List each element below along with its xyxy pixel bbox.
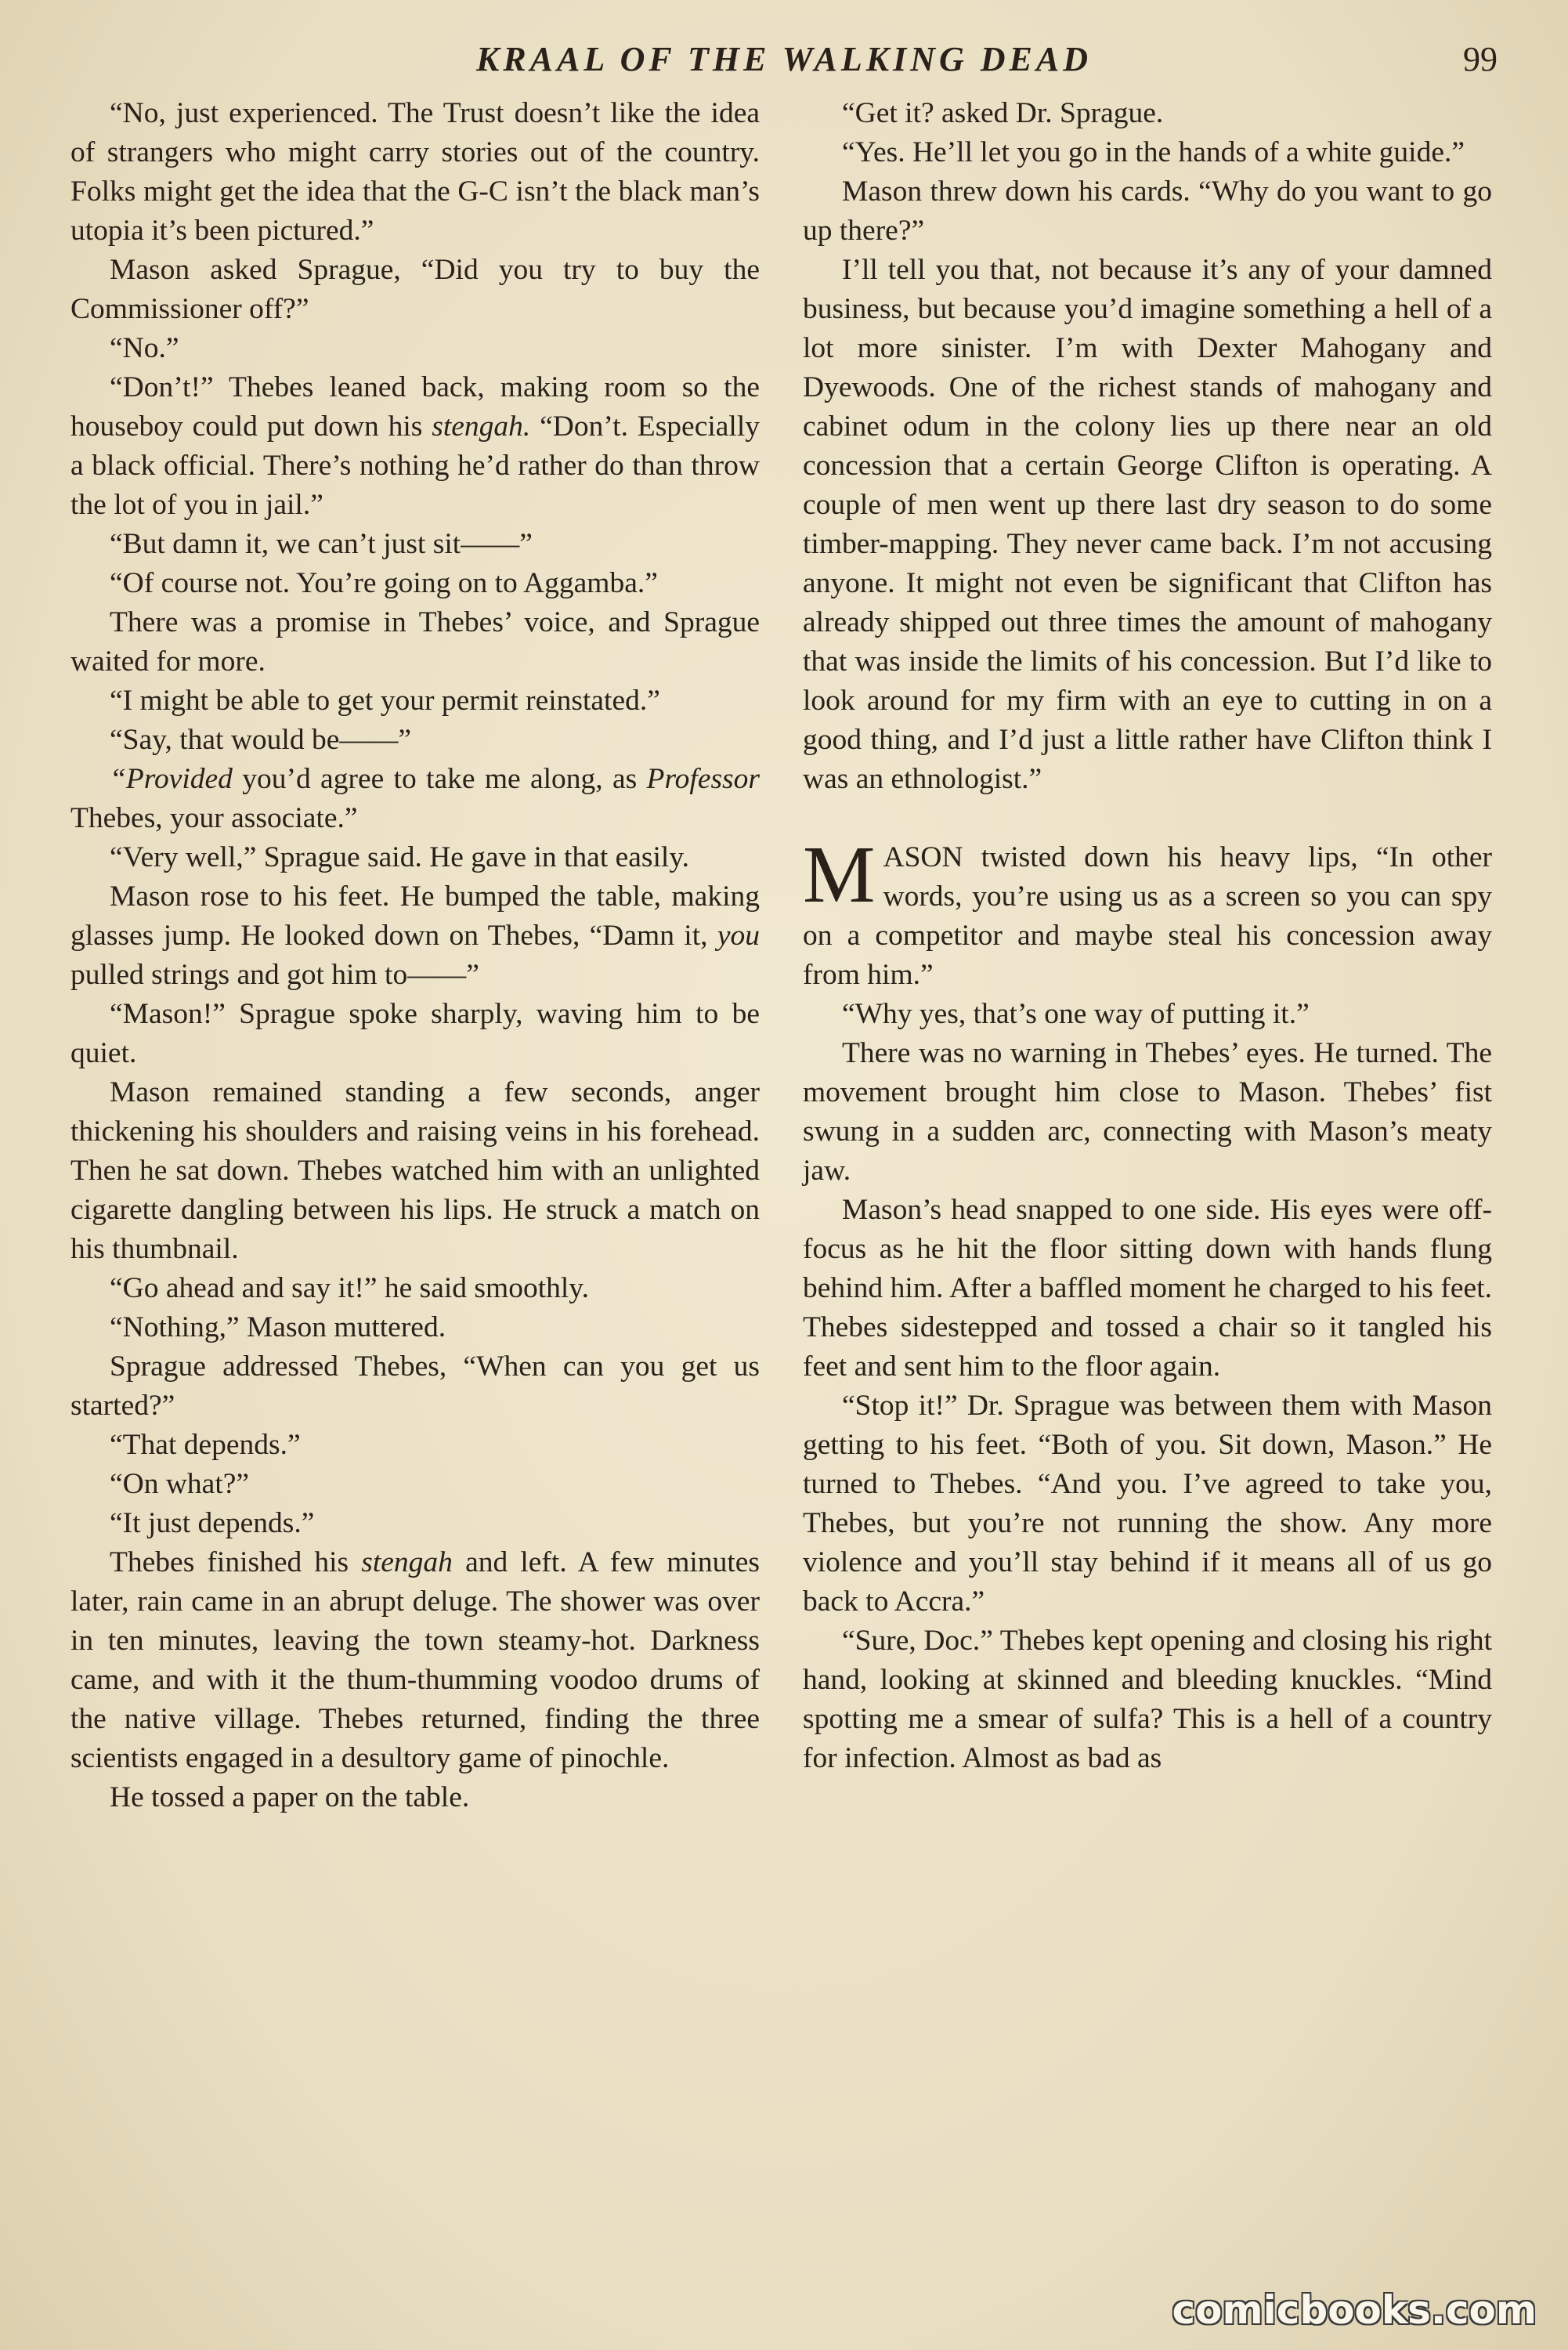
running-title: KRAAL OF THE WALKING DEAD: [476, 40, 1092, 78]
paragraph: “Very well,” Sprague said. He gave in that easily.: [110, 841, 690, 873]
drop-cap: M: [803, 830, 876, 920]
right-column: [803, 94, 1492, 1778]
paragraph: Mason threw down his cards. “Why do you want to go up there?”: [803, 175, 1492, 247]
page-header: [70, 36, 1498, 83]
italic-run: “Provided: [110, 763, 233, 795]
paragraph: “That depends.”: [110, 1429, 301, 1461]
text-run: and left. A few minutes later, rain came in an abrupt deluge. The shower was over in ten minutes, leaving the town steamy-hot. Darkness came, and with it the thum-thumming voodoo drums of the native village. Thebes returned, finding the three scientists engaged in a desultory game of pinochle.: [70, 1546, 760, 1774]
text-run: pulled strings and got him to——”: [70, 959, 479, 991]
paragraph: “No.”: [110, 332, 179, 364]
text-run: ASON twisted down his heavy lips, “In other words, you’re using us as a screen so you can spy on a competitor and maybe steal his concession away from him.”: [803, 841, 1492, 991]
text-run: Thebes finished his: [110, 1546, 362, 1578]
paragraph: [70, 1543, 760, 1778]
paragraph: Mason’s head snapped to one side. His eyes were off-focus as he hit the floor sitting down with hands flung behind him. After a baffled moment he charged to his feet. Thebes sidestepped and tossed a chair so it tangled his feet and sent him to the floor again.: [803, 1194, 1492, 1383]
paragraph: “I might be able to get your permit reinstated.”: [110, 685, 660, 717]
italic-run: you: [717, 920, 760, 952]
paragraph: “On what?”: [110, 1468, 250, 1500]
paragraph: There was no warning in Thebes’ eyes. He turned. The movement brought him close to Mason. Thebes’ fist swung in a sudden arc, connecting with Mason’s meaty jaw.: [803, 1037, 1492, 1187]
paragraph: Mason remained standing a few seconds, anger thickening his shoulders and raising veins in his forehead. Then he sat down. Thebes watched him with an unlighted cigarette dangling between his lips. He struck a match on his thumbnail.: [70, 1076, 760, 1265]
text-run: “Don’t. Especially a black official. There’s nothing he’d rather do than throw the lot of you in jail.”: [70, 410, 760, 521]
paragraph: [70, 368, 760, 525]
paragraph: “Say, that would be——”: [110, 724, 411, 756]
paragraph: “Why yes, that’s one way of putting it.”: [842, 998, 1310, 1030]
paragraph-with-drop-cap: [803, 830, 1492, 995]
paragraph: “But damn it, we can’t just sit——”: [110, 528, 533, 560]
italic-run: stengah.: [432, 410, 531, 443]
paragraph: [70, 877, 760, 995]
site-watermark: comicbooks.com: [1172, 2287, 1537, 2333]
paragraph: “Of course not. You’re going on to Aggamba.”: [110, 567, 658, 599]
paragraph: “Go ahead and say it!” he said smoothly.: [110, 1272, 589, 1304]
paragraph: Mason asked Sprague, “Did you try to buy the Commissioner off?”: [70, 254, 760, 325]
text-run: Thebes, your associate.”: [70, 802, 358, 834]
paragraph: He tossed a paper on the table.: [110, 1781, 470, 1813]
paragraph: “Get it? asked Dr. Sprague.: [842, 97, 1164, 129]
paragraph: There was a promise in Thebes’ voice, and Sprague waited for more.: [70, 606, 760, 678]
paragraph: “No, just experienced. The Trust doesn’t like the idea of strangers who might carry stories out of the country. Folks might get the idea that the G-C isn’t the black man’s utopia it’s been pictured.”: [70, 97, 760, 247]
paragraph: “It just depends.”: [110, 1507, 315, 1539]
paragraph: “Sure, Doc.” Thebes kept opening and closing his right hand, looking at skinned and bleeding knuckles. “Mind spotting me a smear of sulfa? This is a hell of a country for infection. Almost as bad as: [803, 1625, 1492, 1774]
paragraph: Sprague addressed Thebes, “When can you get us started?”: [70, 1350, 760, 1422]
paragraph: “Mason!” Sprague spoke sharply, waving him to be quiet.: [70, 998, 760, 1069]
italic-run: Professor: [646, 763, 760, 795]
paragraph: [70, 760, 760, 838]
text-run: Mason rose to his feet. He bumped the table, making glasses jump. He looked down on Thebes, “Damn it,: [70, 880, 760, 952]
italic-run: stengah: [361, 1546, 453, 1578]
paragraph: “Nothing,” Mason muttered.: [110, 1311, 446, 1343]
page-number: 99: [1463, 40, 1498, 78]
paragraph: “Stop it!” Dr. Sprague was between them with Mason getting to his feet. “Both of you. Sit down, Mason.” He turned to Thebes. “And you. I’ve agreed to take you, Thebes, but you’re not running the show. Any more violence and you’ll stay behind if it means all of us go back to Accra.”: [803, 1390, 1492, 1618]
text-run: “Don’t!” Thebes leaned back, making room so the houseboy could put down his: [70, 371, 760, 443]
paragraph: “Yes. He’ll let you go in the hands of a white guide.”: [842, 136, 1465, 168]
paragraph: I’ll tell you that, not because it’s any of your damned business, but because you’d imagine something a hell of a lot more sinister. I’m with Dexter Mahogany and Dyewoods. One of the richest stands of mahogany and cabinet odum in the colony lies up there near an old concession that a certain George Clifton is operating. A couple of men went up there last dry season to do some timber-mapping. They never came back. I’m not accusing anyone. It might not even be significant that Clifton has already shipped out three times the amount of mahogany that was inside the limits of his concession. But I’d like to look around for my firm with an eye to cutting in on a good thing, and I’d just a little rather have Clifton think I was an ethnologist.”: [803, 254, 1492, 795]
left-column: [70, 94, 760, 1817]
text-run: you’d agree to take me along, as: [232, 763, 647, 795]
